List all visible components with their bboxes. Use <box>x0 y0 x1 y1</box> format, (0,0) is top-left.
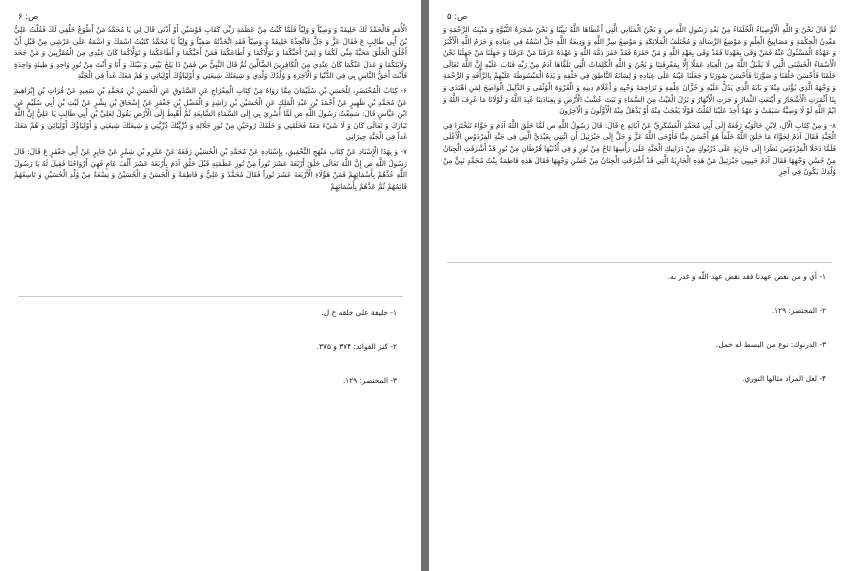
page-number: ص: ۶ <box>18 12 39 22</box>
page-divider <box>421 0 429 571</box>
hadith-paragraph: ۸- وَ مِنْ كِتَابِ الْآلِ، لِابْنِ خَالَوَيْهِ رَفَعَهُ إِلَى أَبِي مُحَمَّدٍ الْعَسْكَرِيِّ عَنْ آبَائِهِ ع قَالَ: قَالَ رَسُولُ اللَّهِ ص لَمَّا خَلَقَ اللَّهُ آدَمَ وَ حَوَّاءَ تَبَخْتَرَا فِي الْجَنَّةِ فَقَالَ آدَمُ لِحَوَّاءَ مَا خَلَقَ اللَّهُ خَلْقاً هُوَ أَحْسَنَ مِنَّا فَأَوْحَى اللَّهُ عَزَّ وَ جَلَّ إِلَى جَبْرَئِيلَ أَنِ ائْتِنِي بِعَبْدَيَّ الَّتِي فِي جَنَّةِ الْفِرْدَوْسِ الْأَعْلَى فَلَمَّا دَخَلَا الْفِرْدَوْسَ نَظَرَا إِلَى جَارِيَةٍ عَلَى دُرْنُوكٍ مِنْ دَرَانِيكِ الْجَنَّةِ عَلَى رَأْسِهَا تَاجٌ مِنْ نُورٍ وَ فِي أُذُنَيْهَا قُرْطَانِ مِنْ نُورٍ قَدْ أَشْرَقَتِ الْجِنَانُ مِنْ حُسْنِ وَجْهِهَا فَقَالَ آدَمُ حَبِيبِي جَبْرَئِيلُ مَنْ هَذِهِ الْجَارِيَةُ الَّتِي قَدْ أَشْرَقَتِ الْجِنَانُ مِنْ حُسْنِ وَجْهِهَا فَقَالَ هَذِهِ فَاطِمَةُ بِنْتُ مُحَمَّدٍ نَبِيٍّ مِنْ وُلْدِكَ يَكُونُ فِي آخِرِ <box>443 120 836 177</box>
footnote: ۳- المحتضر: ۱۲۹. <box>342 376 397 385</box>
hadith-body <box>14 24 407 195</box>
footnote: ۴- لعل المراد مثالها النوري. <box>742 374 826 383</box>
page-number: ص: ۵ <box>447 12 468 22</box>
hadith-paragraph: الْأُمَمِ فَالْحَمْدُ لَكَ خَلِيفَةً وَ وَصِيّاً وَ وَلِيّاً فَلَمَّا كُنْتُ مِنْ عَظَمَةِ رَبِّي كَقَابِ قَوْسَيْنِ أَوْ أَدْنَى قَالَ لِي يَا مُحَمَّدُ مَنْ أَطْوَعُ خَلْقِي لَكَ فَقُلْتُ عَلِيُّ بْنُ أَبِي طَالِبٍ عَ فَقَالَ عَزَّ وَ جَلَّ فَاتَّخِذْهُ خَلِيفَةً وَ وَصِيّاً فَقَدِ اتَّخَذْتُهُ صَفِيّاً وَ وَلِيّاً يَا مُحَمَّدُ كَتَبْتُ اسْمَكَ وَ اسْمَهُ عَلَى عَرْشِي مِنْ قَبْلِ أَنْ أَخْلُقَ الْخَلْقَ مَحَبَّةً مِنِّي لَكُمَا وَ لِمَنْ أَحَبَّكُمَا وَ تَوَلَّاكُمَا وَ أَطَاعَكُمَا فَمَنْ أَحَبَّكُمَا وَ أَطَاعَكُمَا وَ تَوَلَّاكُمَا كَانَ عِنْدِي مِنَ الْمُقَرَّبِينَ وَ مَنْ جَحَدَ وَلَايَتَكُمَا وَ عَدَلَ عَنْكُمَا كَانَ عِنْدِي مِنَ الْكَافِرِينَ الضَّالِّينَ ثُمَّ قَالَ النَّبِيُّ ص فَمَنْ ذَا يَلِجُ بَيْنِي وَ بَيْنَكَ وَ أَنَا وَ أَنْتَ مِنْ نُورٍ وَاحِدٍ وَ طِينَةٍ وَاحِدَةٍ فَأَنْتَ أَحَقُّ النَّاسِ بِي فِي الدُّنْيَا وَ الْآخِرَةِ وَ وُلْدُكَ وُلْدِي وَ شِيعَتُكَ شِيعَتِي وَ أَوْلِيَاؤُكَ أَوْلِيَائِي وَ هُمْ مَعَكَ غَداً فِي الْجَنَّةِ <box>14 25 407 81</box>
footnote: ۳- الدرنوك: نوع من البسط له خمل. <box>716 340 826 349</box>
hadith-paragraph: ۶- كِتَابُ الْمُحْتَضَرِ، لِلْحَسَنِ بْنِ سُلَيْمَانَ مِمَّا رَوَاهُ مِنْ كِتَابِ الْمِعْرَاجِ عَنِ الصَّدُوقِ عَنِ الْحَسَنِ بْنِ مُحَمَّدِ بْنِ سَعِيدٍ عَنْ فُرَاتِ بْنِ إِبْرَاهِيمَ عَنْ مُحَمَّدِ بْنِ ظَهِيرٍ عَنْ أَحْمَدَ بْنِ عَبْدِ الْمَلِكِ عَنِ الْحُسَيْنِ بْنِ رَاشِدٍ وَ الْفَضْلِ بْنِ جَعْفَرٍ عَنْ إِسْحَاقَ بْنِ بِشْرٍ عَنْ لَيْثِ بْنِ أَبِي سُلَيْمٍ عَنِ ابْنِ عَبَّاسٍ قَالَ: سَمِعْتُ رَسُولَ اللَّهِ ص لَمَّا أُسْرِيَ بِي إِلَى السَّمَاءِ السَّابِعَةِ ثُمَّ أُهْبِطَ إِلَى الْأَرْضِ يَقُولُ لِعَلِيِّ بْنِ أَبِي طَالِبٍ يَا عَلِيُّ إِنَّ اللَّهَ تَبَارَكَ وَ تَعَالَى كَانَ وَ لَا شَيْءَ مَعَهُ فَخَلَقَنِي وَ خَلَقَكَ رُوحَيْنِ مِنْ نُورِ جَلَالِهِ وَ ذُرِّيَّتُكَ ذُرِّيَّتِي وَ شِيعَتُكَ شِيعَتِي وَ أَوْلِيَاؤُكَ أَوْلِيَائِي وَ هُمْ مَعَكَ غَداً فِي الْجَنَّةِ جِيرَانِي <box>14 85 407 142</box>
hadith-paragraph: ثُمَّ قَالَ نَحْنُ وَ اللَّهِ الْأَوْصِيَاءُ الْخُلَفَاءُ مِنْ بَعْدِ رَسُولِ اللَّهِ ص وَ نَحْنُ الْمَثَانِي الَّتِي أَعْطَاهَا اللَّهُ نَبِيَّنَا وَ نَحْنُ شَجَرَةُ النُّبُوَّةِ وَ مَنْبِتُ الرَّحْمَةِ وَ مَعْدِنُ الْحِكْمَةِ وَ مَصَابِيحُ الْعِلْمِ وَ مَوْضِعُ الرِّسَالَةِ وَ مُخْتَلَفُ الْمَلَائِكَةِ وَ مَوْضِعُ سِرِّ اللَّهِ وَ وَدِيعَةُ اللَّهِ جَلَّ اسْمُهُ فِي عِبَادِهِ وَ حَرَمُ اللَّهِ الْأَكْبَرُ وَ عَهْدُهُ الْمَسْئُولُ عَنْهُ فَمَنْ وَفَى بِعَهْدِنَا فَقَدْ وَفَى بِعَهْدِ اللَّهِ وَ مَنْ خَفَرَهُ فَقَدْ خَفَرَ ذِمَّةَ اللَّهِ وَ عَهْدَهُ عَرَفَنَا مَنْ عَرَفَنَا وَ جَهِلَنَا مَنْ جَهِلَنَا نَحْنُ الْأَسْمَاءُ الْحُسْنَى الَّتِي لَا يَقْبَلُ اللَّهُ مِنَ الْعِبَادِ عَمَلًا إِلَّا بِمَعْرِفَتِنَا وَ نَحْنُ وَ اللَّهِ الْكَلِمَاتُ الَّتِي تَلَقَّاهَا آدَمُ مِنْ رَبِّهِ فَتَابَ عَلَيْهِ إِنَّ اللَّهَ تَعَالَى خَلَقَنَا فَأَحْسَنَ خَلْقَنَا وَ صَوَّرَنَا فَأَحْسَنَ صُوَرَنَا وَ جَعَلَنَا عَيْنَهُ عَلَى عِبَادِهِ وَ لِسَانَهُ النَّاطِقَ فِي خَلْقِهِ وَ يَدَهُ الْمَبْسُوطَةَ عَلَيْهِمْ بِالرَّأْفَةِ وَ الرَّحْمَةِ وَ وَجْهَهُ الَّذِي يُؤْتَى مِنْهُ وَ بَابَهُ الَّذِي يَدُلُّ عَلَيْهِ وَ خُزَّانَ عِلْمِهِ وَ تَرَاجِمَةَ وَحْيِهِ وَ أَعْلَامَ دِينِهِ وَ الْعُرْوَةَ الْوُثْقَى وَ الدَّلِيلَ الْوَاضِحَ لِمَنِ اهْتَدَى وَ بِنَا أَثْمَرَتِ الْأَشْجَارُ وَ أَيْنَعَتِ الثِّمَارُ وَ جَرَتِ الْأَنْهَارُ وَ نَزَلَ الْغَيْثُ مِنَ السَّمَاءِ وَ نَبَتَ عُشْبُ الْأَرْضِ وَ بِعِبَادَتِنَا عُبِدَ اللَّهُ وَ لَوْلَانَا مَا عُرِفَ اللَّهُ وَ ايْمُ اللَّهِ لَوْ لَا وَصِيَّةٌ سَبَقَتْ وَ عَهْدٌ أُخِذَ عَلَيْنَا لَقُلْتُ قَوْلًا يَعْجَبُ مِنْهُ أَوْ يُذْهَلُ مِنْهُ الْأَوَّلُونَ وَ الْآخِرُونَ <box>443 25 836 116</box>
page-right <box>429 0 850 571</box>
footnote-separator <box>18 296 403 297</box>
footnote-separator <box>447 262 832 263</box>
page-left <box>0 0 421 571</box>
footnote: ۱- أي و من نقض عهدنا فقد نقض عهد اللّه و غدر به. <box>667 272 826 281</box>
footnote: ۱- خليفة على خلقه خ ل. <box>321 308 397 317</box>
footnote: ۲- المحتضر: ۱۲۹. <box>771 306 826 315</box>
footnote: ۲- كنز الفوائد: ۳۷۴ و ۳۷۵. <box>316 342 397 351</box>
hadith-body <box>443 24 836 181</box>
hadith-paragraph: ۷- وَ بِهَذَا الْإِسْنَادِ عَنْ كِتَابِ مَنْهَجِ التَّحْقِيقِ، بِإِسْنَادِهِ عَنْ مُحَمَّدِ بْنِ الْحُسَيْنِ رَفَعَهُ عَنْ عَمْرِو بْنِ شِمْرٍ عَنْ جَابِرٍ عَنْ أَبِي جَعْفَرٍ عَ قَالَ: قَالَ رَسُولُ اللَّهِ ص إِنَّ اللَّهَ تَعَالَى خَلَقَ أَرْبَعَةَ عَشَرَ نُوراً مِنْ نُورِ عَظَمَتِهِ قَبْلَ خَلْقِ آدَمَ بِأَرْبَعَةَ عَشَرَ أَلْفَ عَامٍ فَهِيَ أَرْوَاحُنَا فَقِيلَ لَهُ يَا رَسُولَ اللَّهِ عُدَّهُمْ بِأَسْمَائِهِمْ فَمَنْ هَؤُلَاءِ الْأَرْبَعَةَ عَشَرَ نُوراً فَقَالَ مُحَمَّدٌ وَ عَلِيٌّ وَ فَاطِمَةُ وَ الْحَسَنُ وَ الْحُسَيْنُ وَ تِسْعَةٌ مِنْ وُلْدِ الْحُسَيْنِ وَ تَاسِعُهُمْ قَائِمُهُمْ ثُمَّ عَدَّهُمْ بِأَسْمَائِهِمْ <box>14 146 407 191</box>
